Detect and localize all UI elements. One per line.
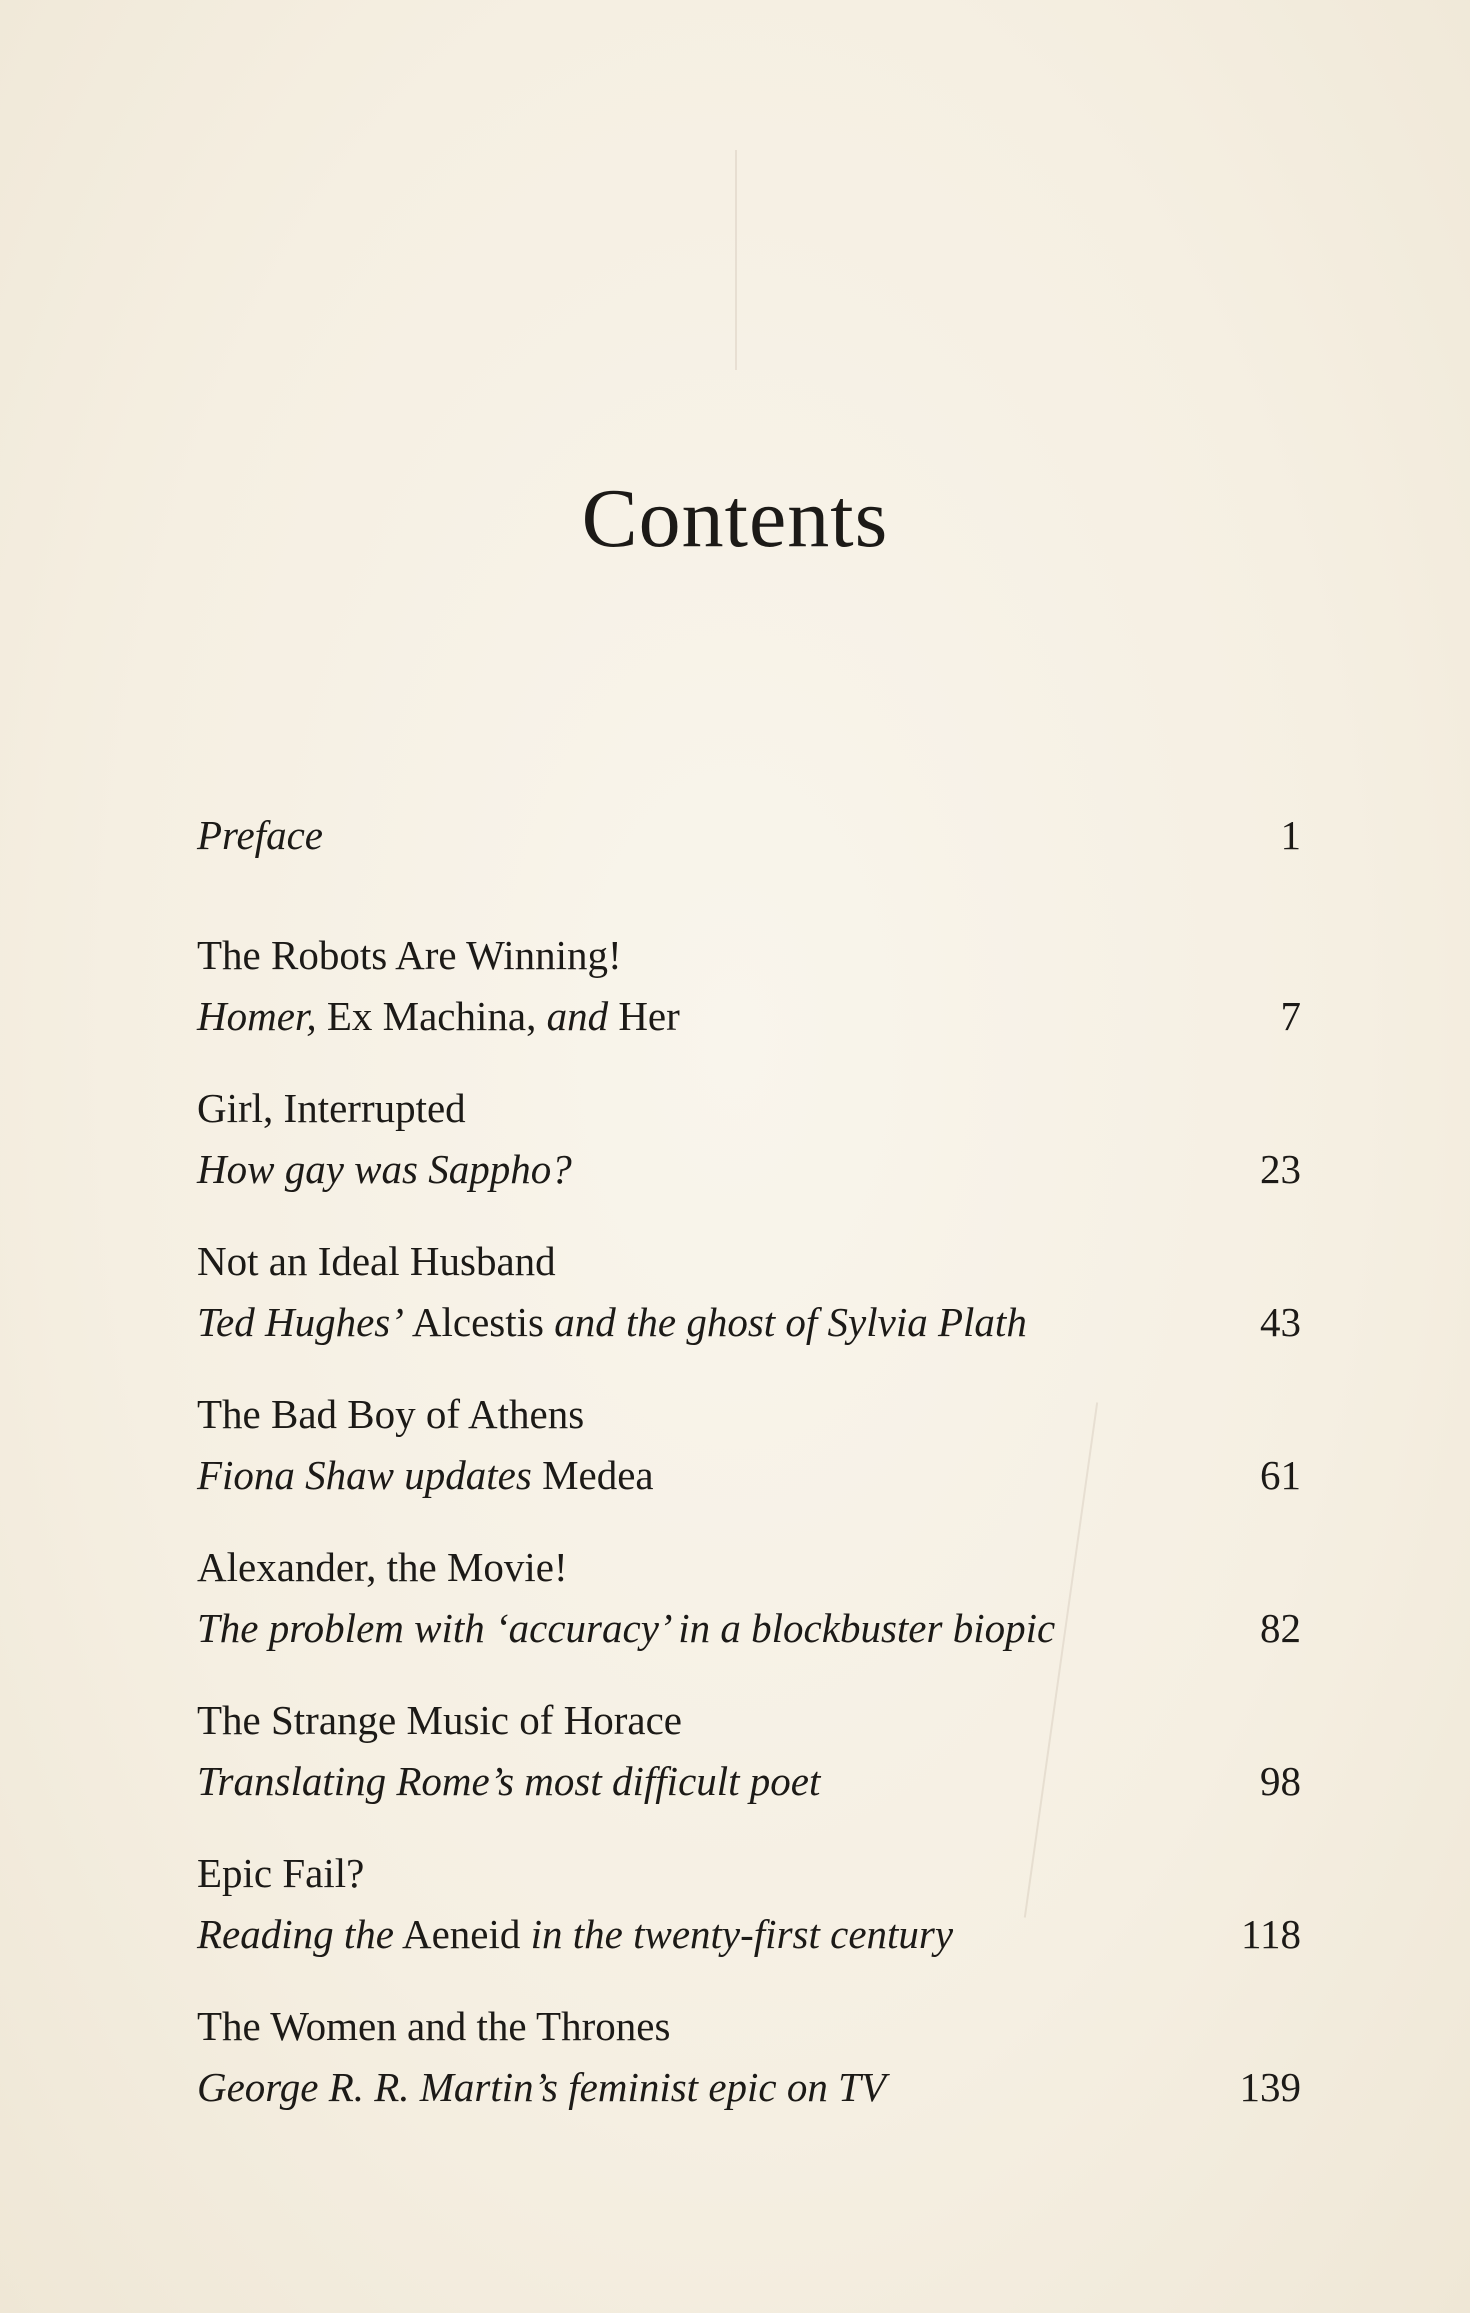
page-crease [735, 150, 737, 370]
page-number: 7 [1280, 993, 1301, 1039]
page-number: 61 [1260, 1452, 1301, 1498]
page-number: 82 [1260, 1605, 1301, 1651]
page-number: 98 [1260, 1758, 1301, 1804]
chapter-title: The Robots Are Winning! [197, 932, 622, 978]
table-of-contents [197, 805, 1301, 2149]
subtitle-segment: Alcestis [403, 1299, 544, 1345]
subtitle-segment: in the twenty-first century [520, 1911, 954, 1957]
toc-entry-preface[interactable] [197, 805, 1301, 866]
chapter-subtitle [197, 986, 1301, 1047]
chapter-subtitle [197, 1445, 1301, 1506]
subtitle-segment: George R. R. Martin’s feminist epic on TV [197, 2064, 886, 2110]
preface-title: Preface [197, 812, 323, 858]
toc-entry[interactable] [197, 1384, 1301, 1506]
subtitle-segment: and [536, 993, 609, 1039]
page-number: 23 [1260, 1146, 1301, 1192]
page-title: Contents [581, 472, 889, 565]
subtitle-segment: Her [608, 993, 680, 1039]
subtitle-segment: Aeneid [393, 1911, 521, 1957]
chapter-title: The Strange Music of Horace [197, 1697, 682, 1743]
chapter-title: Girl, Interrupted [197, 1085, 466, 1131]
page-number: 118 [1241, 1911, 1301, 1957]
chapter-subtitle [197, 1904, 1301, 1965]
chapter-title: The Women and the Thrones [197, 2003, 671, 2049]
chapter-subtitle [197, 2057, 1301, 2118]
toc-entry[interactable] [197, 1690, 1301, 1812]
toc-entry[interactable] [197, 925, 1301, 1047]
toc-entry[interactable] [197, 1078, 1301, 1200]
subtitle-segment: Fiona Shaw updates [197, 1452, 532, 1498]
subtitle-segment: Ted Hughes’ [197, 1299, 404, 1345]
page-number: 139 [1239, 2064, 1301, 2110]
subtitle-segment: Homer, [197, 993, 317, 1039]
chapter-title: The Bad Boy of Athens [197, 1391, 585, 1437]
chapter-subtitle [197, 1598, 1301, 1659]
toc-entry[interactable] [197, 1843, 1301, 1965]
subtitle-segment: and the ghost of Sylvia Plath [543, 1299, 1027, 1345]
chapter-title: Epic Fail? [197, 1850, 365, 1896]
subtitle-segment: How gay was Sappho? [197, 1146, 572, 1192]
page-number: 1 [1280, 812, 1301, 858]
page-number: 43 [1260, 1299, 1301, 1345]
subtitle-segment: Translating Rome’s most difficult poet [197, 1758, 821, 1804]
chapter-subtitle [197, 1139, 1301, 1200]
subtitle-segment: Reading the [197, 1911, 394, 1957]
chapter-subtitle [197, 1751, 1301, 1812]
chapter-title: Not an Ideal Husband [197, 1238, 556, 1284]
toc-entry[interactable] [197, 1537, 1301, 1659]
toc-entry[interactable] [197, 1231, 1301, 1353]
chapter-subtitle [197, 1292, 1301, 1353]
subtitle-segment: Ex Machina, [316, 993, 537, 1039]
toc-entry[interactable] [197, 1996, 1301, 2118]
chapter-title: Alexander, the Movie! [197, 1544, 568, 1590]
subtitle-segment: Medea [531, 1452, 654, 1498]
subtitle-segment: The problem with ‘accuracy’ in a blockbuster biopic [197, 1605, 1056, 1651]
